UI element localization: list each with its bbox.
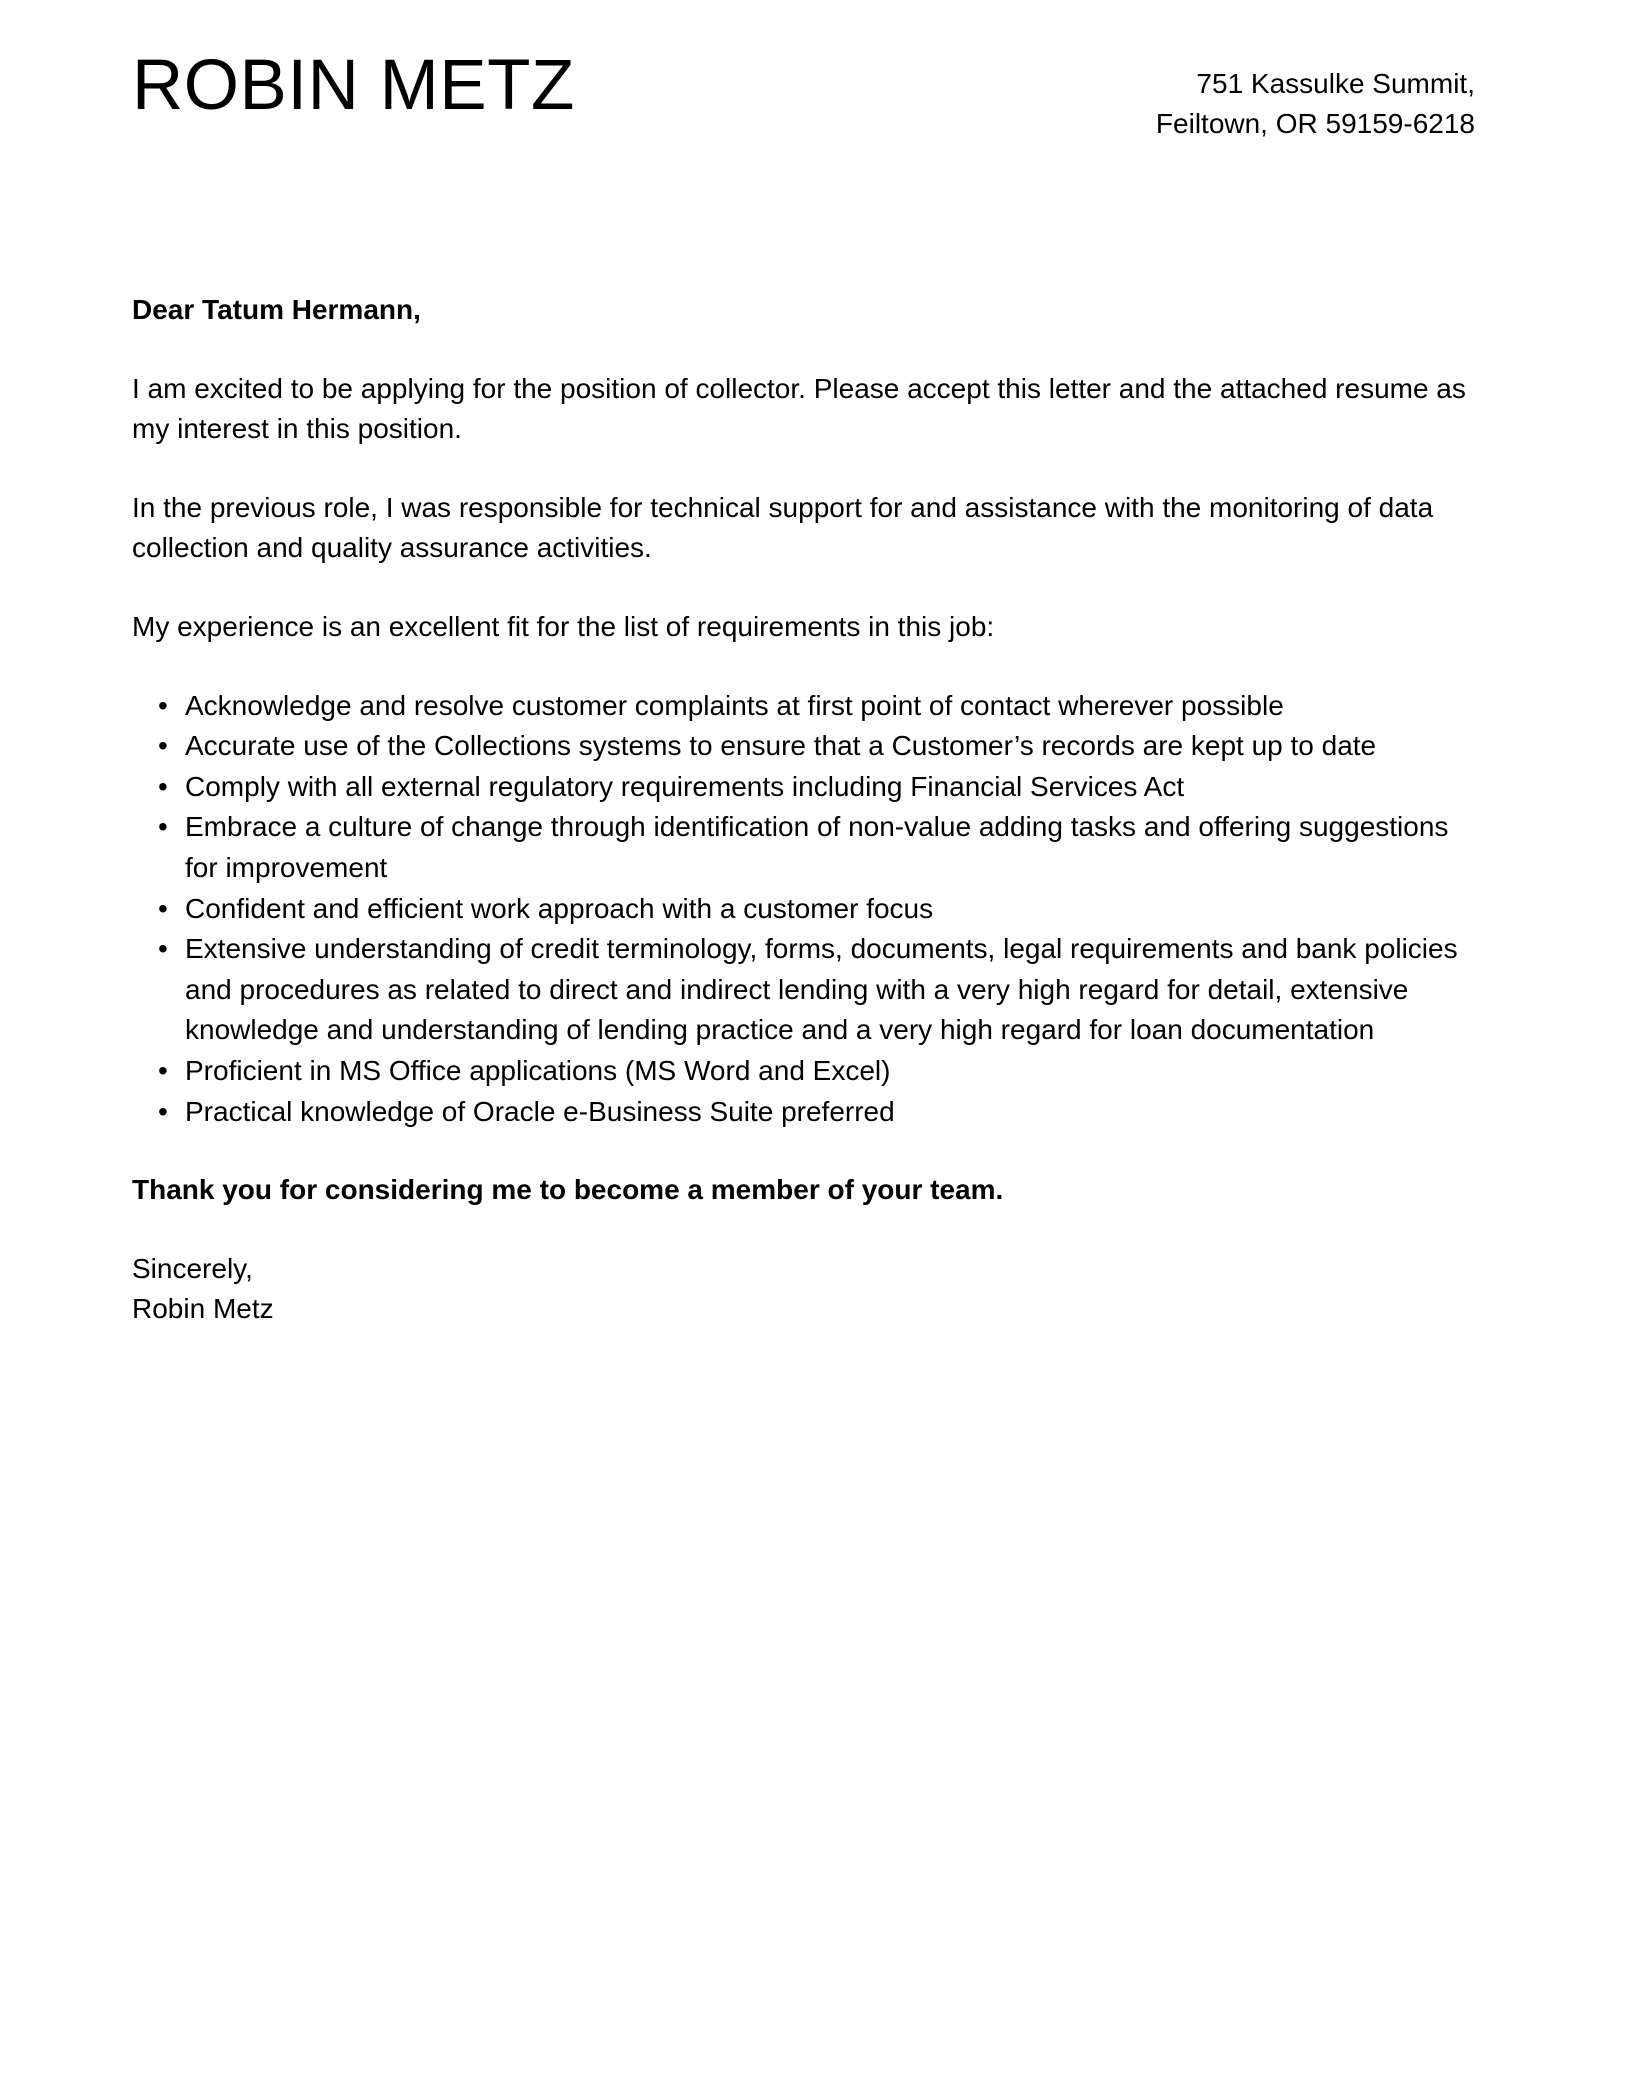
closing-line: Thank you for considering me to become a member of your team. — [132, 1174, 1004, 1206]
bullet-icon: • — [158, 770, 168, 802]
list-item — [132, 929, 1478, 1051]
list-item — [132, 889, 1478, 930]
bullet-icon: • — [158, 892, 168, 924]
paragraph-intro: I am excited to be applying for the position of collector. Please accept this letter and the attached resume as my interest in this position. — [132, 372, 1466, 445]
address-line-1: 751 Kassulke Summit, — [1196, 68, 1475, 99]
bullet-icon: • — [158, 933, 168, 965]
list-item — [132, 767, 1478, 808]
bullet-icon: • — [158, 811, 168, 843]
bullet-icon: • — [158, 730, 168, 762]
sender-address — [1156, 48, 1475, 144]
bullet-icon: • — [158, 1095, 168, 1127]
page-title: ROBIN METZ — [132, 46, 575, 125]
signature-block — [132, 1249, 1478, 1330]
list-item-label: Embrace a culture of change through identification of non-value adding tasks and offering suggestions for improvement — [185, 811, 1449, 883]
list-item-label: Accurate use of the Collections systems to ensure that a Customer’s records are kept up to date — [185, 730, 1377, 762]
letterhead — [132, 48, 1475, 144]
list-item — [132, 726, 1478, 767]
signoff: Sincerely, — [132, 1252, 253, 1284]
list-item-label: Extensive understanding of credit terminology, forms, documents, legal requirements and bank policies and procedures as related to direct and indirect lending with a very high regard for detail, extensive knowledge and understanding of lending practice and a very high regard for loan documentation — [185, 933, 1458, 1046]
signature-name: Robin Metz — [132, 1293, 274, 1325]
list-item — [132, 1051, 1478, 1092]
list-item — [132, 1092, 1478, 1133]
letter-body — [132, 290, 1478, 1330]
list-item-label: Practical knowledge of Oracle e-Business Suite preferred — [185, 1095, 895, 1127]
list-item-label: Comply with all external regulatory requirements including Financial Services Act — [185, 770, 1185, 802]
requirements-list — [132, 686, 1478, 1133]
list-item-label: Proficient in MS Office applications (MS Word and Excel) — [185, 1054, 891, 1086]
list-item — [132, 686, 1478, 727]
salutation: Dear Tatum Hermann, — [132, 294, 421, 325]
list-item — [132, 807, 1478, 888]
list-item-label: Acknowledge and resolve customer complaints at first point of contact wherever possible — [185, 689, 1284, 721]
bullet-icon: • — [158, 689, 168, 721]
list-item-label: Confident and efficient work approach with a customer focus — [185, 892, 934, 924]
address-line-2: Feiltown, OR 59159-6218 — [1155, 107, 1475, 139]
bullet-icon: • — [158, 1054, 168, 1086]
paragraph-requirements-lead: My experience is an excellent fit for the list of requirements in this job: — [132, 610, 995, 642]
paragraph-experience: In the previous role, I was responsible for technical support for and assistance with the monitoring of data collection and quality assurance activities. — [132, 491, 1434, 564]
